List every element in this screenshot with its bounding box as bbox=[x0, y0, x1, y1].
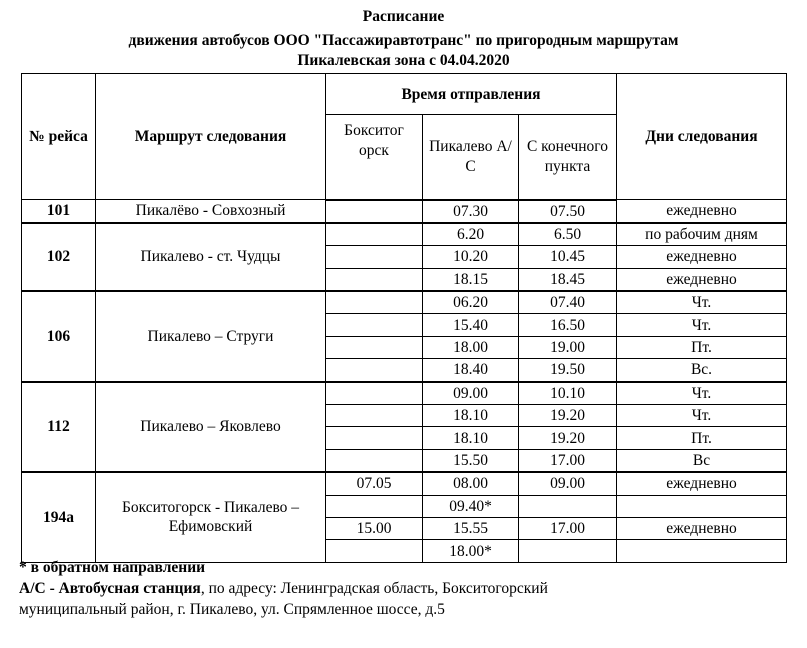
time-terminal: 07.40 bbox=[519, 291, 617, 314]
days-of-operation: Чт. bbox=[617, 405, 787, 427]
time-boksitogorsk bbox=[326, 200, 423, 223]
time-terminal: 19.00 bbox=[519, 336, 617, 358]
time-boksitogorsk bbox=[326, 449, 423, 472]
time-pikalevo: 18.10 bbox=[423, 427, 519, 449]
time-terminal: 09.00 bbox=[519, 472, 617, 495]
time-terminal: 16.50 bbox=[519, 314, 617, 336]
time-boksitogorsk: 07.05 bbox=[326, 472, 423, 495]
time-pikalevo: 18.10 bbox=[423, 405, 519, 427]
header-col-terminal: С конечного пункта bbox=[519, 115, 617, 200]
time-boksitogorsk bbox=[326, 268, 423, 291]
time-pikalevo: 18.00* bbox=[423, 540, 519, 562]
time-pikalevo: 08.00 bbox=[423, 472, 519, 495]
time-boksitogorsk bbox=[326, 495, 423, 517]
time-terminal: 18.45 bbox=[519, 268, 617, 291]
route-name: Пикалёво - Совхозный bbox=[96, 200, 326, 223]
days-of-operation: Чт. bbox=[617, 382, 787, 405]
time-terminal: 17.00 bbox=[519, 449, 617, 472]
time-terminal: 19.50 bbox=[519, 359, 617, 382]
time-boksitogorsk bbox=[326, 314, 423, 336]
trip-number: 101 bbox=[22, 200, 96, 223]
footnote-return-direction: * в обратном направлении bbox=[19, 559, 206, 576]
time-pikalevo: 15.40 bbox=[423, 314, 519, 336]
header-col-pikalevo: Пикалево А/С bbox=[423, 115, 519, 200]
time-pikalevo: 18.15 bbox=[423, 268, 519, 291]
time-boksitogorsk bbox=[326, 382, 423, 405]
time-terminal: 19.20 bbox=[519, 427, 617, 449]
days-of-operation bbox=[617, 495, 787, 517]
days-of-operation: Пт. bbox=[617, 336, 787, 358]
time-pikalevo: 18.00 bbox=[423, 336, 519, 358]
time-boksitogorsk bbox=[326, 405, 423, 427]
time-terminal: 10.10 bbox=[519, 382, 617, 405]
station-address-line2: муниципальный район, г. Пикалево, ул. Спрямленное шоссе, д.5 bbox=[19, 601, 445, 618]
notes bbox=[19, 557, 799, 620]
table-row bbox=[22, 382, 787, 405]
trip-number: 112 bbox=[22, 382, 96, 473]
trip-number: 194а bbox=[22, 472, 96, 562]
days-of-operation: ежедневно bbox=[617, 246, 787, 268]
time-terminal: 10.45 bbox=[519, 246, 617, 268]
trip-number: 102 bbox=[22, 223, 96, 291]
days-of-operation: Вс. bbox=[617, 359, 787, 382]
table-row bbox=[22, 472, 787, 495]
time-boksitogorsk bbox=[326, 427, 423, 449]
doc-subtitle: движения автобусов ООО "Пассажиравтотранс" по пригородным маршрутам bbox=[128, 32, 679, 49]
time-pikalevo: 09.40* bbox=[423, 495, 519, 517]
schedule-table bbox=[21, 73, 787, 563]
days-of-operation: ежедневно bbox=[617, 200, 787, 223]
time-terminal: 19.20 bbox=[519, 405, 617, 427]
days-of-operation: ежедневно bbox=[617, 517, 787, 539]
time-boksitogorsk bbox=[326, 291, 423, 314]
time-pikalevo: 09.00 bbox=[423, 382, 519, 405]
time-boksitogorsk: 15.00 bbox=[326, 517, 423, 539]
days-of-operation: ежедневно bbox=[617, 268, 787, 291]
time-terminal: 17.00 bbox=[519, 517, 617, 539]
time-boksitogorsk bbox=[326, 336, 423, 358]
header-departure-time: Время отправления bbox=[326, 74, 617, 115]
time-terminal: 6.50 bbox=[519, 223, 617, 246]
days-of-operation: ежедневно bbox=[617, 472, 787, 495]
station-address: , по адресу: Ленинградская область, Бокситогорский bbox=[200, 580, 548, 597]
route-name: Пикалево – Струги bbox=[96, 291, 326, 382]
time-terminal: 07.50 bbox=[519, 200, 617, 223]
time-pikalevo: 6.20 bbox=[423, 223, 519, 246]
time-boksitogorsk bbox=[326, 359, 423, 382]
table-row bbox=[22, 291, 787, 314]
header-col-boksitogorsk: Бокситог орск bbox=[326, 115, 423, 200]
days-of-operation: Вс bbox=[617, 449, 787, 472]
time-pikalevo: 15.55 bbox=[423, 517, 519, 539]
header-days: Дни следования bbox=[617, 74, 787, 200]
time-terminal bbox=[519, 495, 617, 517]
route-name: Пикалево - ст. Чудцы bbox=[96, 223, 326, 291]
header-trip-number: № рейса bbox=[22, 74, 96, 200]
table-row bbox=[22, 223, 787, 246]
station-abbrev: А/С - Автобусная станция bbox=[19, 580, 201, 597]
time-boksitogorsk bbox=[326, 246, 423, 268]
trip-number: 106 bbox=[22, 291, 96, 382]
days-of-operation: Чт. bbox=[617, 291, 787, 314]
time-pikalevo: 18.40 bbox=[423, 359, 519, 382]
header-route: Маршрут следования bbox=[96, 74, 326, 200]
doc-zone-date: Пикалевская зона с 04.04.2020 bbox=[297, 52, 510, 69]
time-pikalevo: 06.20 bbox=[423, 291, 519, 314]
time-pikalevo: 07.30 bbox=[423, 200, 519, 223]
time-pikalevo: 10.20 bbox=[423, 246, 519, 268]
station-note bbox=[19, 578, 799, 599]
days-of-operation: Пт. bbox=[617, 427, 787, 449]
days-of-operation: по рабочим дням bbox=[617, 223, 787, 246]
table-row bbox=[22, 200, 787, 223]
doc-title: Расписание bbox=[362, 8, 445, 25]
days-of-operation: Чт. bbox=[617, 314, 787, 336]
route-name: Бокситогорск - Пикалево – Ефимовский bbox=[96, 472, 326, 562]
time-pikalevo: 15.50 bbox=[423, 449, 519, 472]
route-name: Пикалево – Яковлево bbox=[96, 382, 326, 473]
time-boksitogorsk bbox=[326, 223, 423, 246]
